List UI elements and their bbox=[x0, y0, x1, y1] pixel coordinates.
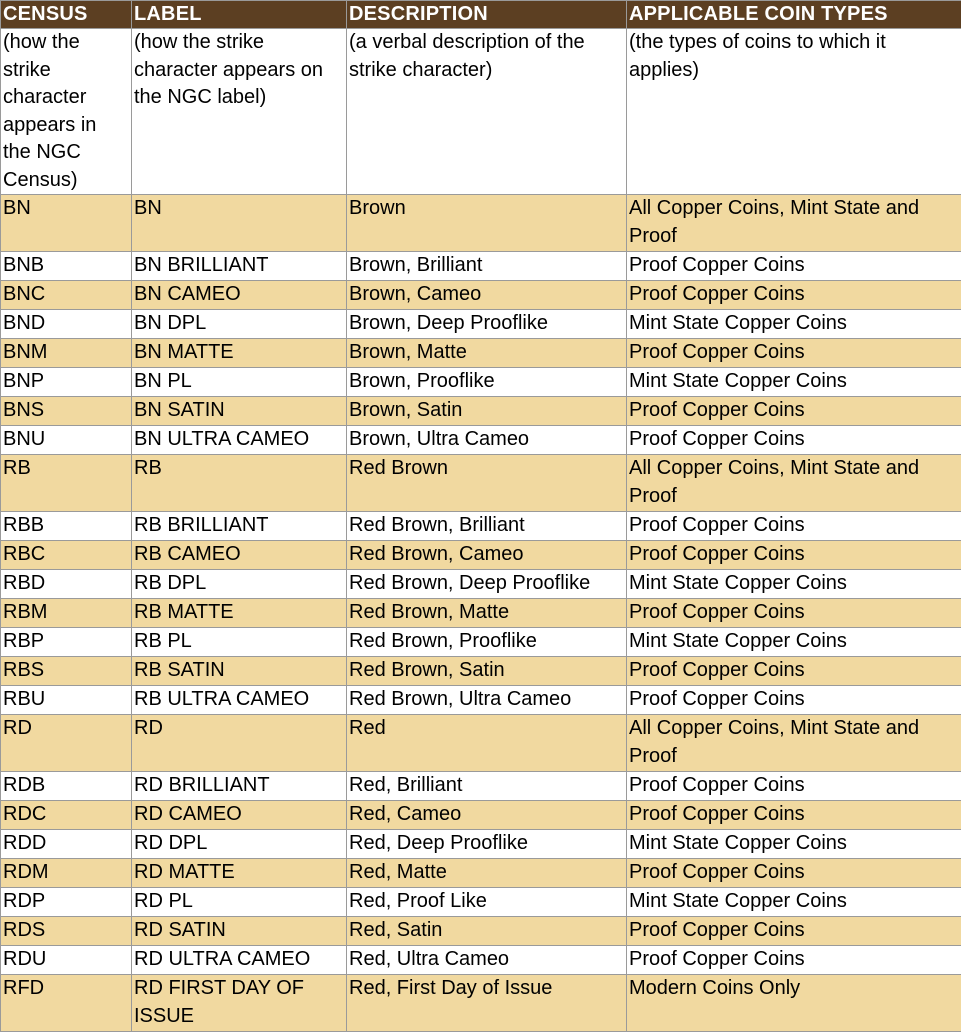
census-cell: RBD bbox=[1, 570, 132, 599]
description-cell: Brown, Satin bbox=[347, 397, 627, 426]
census-cell: RDC bbox=[1, 801, 132, 830]
label-cell: RD CAMEO bbox=[132, 801, 347, 830]
description-cell: Brown, Prooflike bbox=[347, 368, 627, 397]
header-label: LABEL bbox=[132, 1, 347, 29]
coin-types-cell: Modern Coins Only bbox=[627, 975, 961, 1032]
coin-types-cell: Proof Copper Coins bbox=[627, 512, 961, 541]
table-row bbox=[1, 917, 961, 946]
label-cell: RB DPL bbox=[132, 570, 347, 599]
table-row bbox=[1, 310, 961, 339]
description-cell: Red Brown, Satin bbox=[347, 657, 627, 686]
description-cell: Brown, Deep Prooflike bbox=[347, 310, 627, 339]
coin-types-cell: Proof Copper Coins bbox=[627, 772, 961, 801]
header-census: CENSUS bbox=[1, 1, 132, 29]
census-cell: RB bbox=[1, 455, 132, 512]
table-row bbox=[1, 426, 961, 455]
table-row bbox=[1, 397, 961, 426]
census-cell: RD bbox=[1, 715, 132, 772]
label-cell: RB CAMEO bbox=[132, 541, 347, 570]
census-cell: RDM bbox=[1, 859, 132, 888]
header-description: DESCRIPTION bbox=[347, 1, 627, 29]
coin-types-cell: Proof Copper Coins bbox=[627, 339, 961, 368]
table-row bbox=[1, 715, 961, 772]
census-cell: RBB bbox=[1, 512, 132, 541]
census-cell: RBC bbox=[1, 541, 132, 570]
label-cell: RD MATTE bbox=[132, 859, 347, 888]
description-cell: Red, Brilliant bbox=[347, 772, 627, 801]
description-cell: Red, Proof Like bbox=[347, 888, 627, 917]
table-row bbox=[1, 946, 961, 975]
subheader-label: (how the strike character appears on the NGC label) bbox=[132, 29, 347, 195]
table-header bbox=[1, 1, 961, 29]
census-cell: BNC bbox=[1, 281, 132, 310]
description-cell: Red Brown, Prooflike bbox=[347, 628, 627, 657]
description-cell: Brown bbox=[347, 195, 627, 252]
label-cell: RB BRILLIANT bbox=[132, 512, 347, 541]
coin-types-cell: Mint State Copper Coins bbox=[627, 570, 961, 599]
description-cell: Red, Cameo bbox=[347, 801, 627, 830]
table-body bbox=[1, 29, 961, 1032]
description-cell: Red bbox=[347, 715, 627, 772]
description-cell: Brown, Matte bbox=[347, 339, 627, 368]
coin-types-cell: Mint State Copper Coins bbox=[627, 368, 961, 397]
table-row bbox=[1, 830, 961, 859]
label-cell: BN MATTE bbox=[132, 339, 347, 368]
subheader-applicable-coin-types: (the types of coins to which it applies) bbox=[627, 29, 961, 195]
table-row bbox=[1, 859, 961, 888]
coin-types-cell: Mint State Copper Coins bbox=[627, 888, 961, 917]
table-row bbox=[1, 339, 961, 368]
subheader-row bbox=[1, 29, 961, 195]
census-cell: RDB bbox=[1, 772, 132, 801]
table-row bbox=[1, 888, 961, 917]
header-applicable-coin-types: APPLICABLE COIN TYPES bbox=[627, 1, 961, 29]
table-row bbox=[1, 368, 961, 397]
census-cell: RDU bbox=[1, 946, 132, 975]
coin-types-cell: Proof Copper Coins bbox=[627, 281, 961, 310]
table-row bbox=[1, 281, 961, 310]
description-cell: Red, Matte bbox=[347, 859, 627, 888]
label-cell: RB SATIN bbox=[132, 657, 347, 686]
coin-types-cell: Proof Copper Coins bbox=[627, 946, 961, 975]
table-row bbox=[1, 772, 961, 801]
subheader-description: (a verbal description of the strike character) bbox=[347, 29, 627, 195]
coin-types-cell: Proof Copper Coins bbox=[627, 397, 961, 426]
label-cell: BN SATIN bbox=[132, 397, 347, 426]
label-cell: RB MATTE bbox=[132, 599, 347, 628]
description-cell: Red Brown, Ultra Cameo bbox=[347, 686, 627, 715]
census-cell: RDS bbox=[1, 917, 132, 946]
description-cell: Brown, Cameo bbox=[347, 281, 627, 310]
label-cell: RD PL bbox=[132, 888, 347, 917]
coin-types-cell: All Copper Coins, Mint State and Proof bbox=[627, 715, 961, 772]
label-cell: BN CAMEO bbox=[132, 281, 347, 310]
label-cell: BN BRILLIANT bbox=[132, 252, 347, 281]
coin-types-cell: Proof Copper Coins bbox=[627, 252, 961, 281]
census-cell: RDD bbox=[1, 830, 132, 859]
table-row bbox=[1, 801, 961, 830]
coin-types-cell: Proof Copper Coins bbox=[627, 686, 961, 715]
label-cell: RB PL bbox=[132, 628, 347, 657]
coin-types-cell: All Copper Coins, Mint State and Proof bbox=[627, 455, 961, 512]
census-cell: RBS bbox=[1, 657, 132, 686]
census-cell: BNB bbox=[1, 252, 132, 281]
census-cell: BNU bbox=[1, 426, 132, 455]
table-row bbox=[1, 657, 961, 686]
census-cell: RDP bbox=[1, 888, 132, 917]
table-row bbox=[1, 512, 961, 541]
coin-types-cell: Proof Copper Coins bbox=[627, 541, 961, 570]
census-cell: RFD bbox=[1, 975, 132, 1032]
label-cell: RD FIRST DAY OF ISSUE bbox=[132, 975, 347, 1032]
coin-types-cell: Proof Copper Coins bbox=[627, 917, 961, 946]
coin-types-cell: Mint State Copper Coins bbox=[627, 830, 961, 859]
table-row bbox=[1, 975, 961, 1032]
coin-types-cell: Proof Copper Coins bbox=[627, 657, 961, 686]
description-cell: Red, First Day of Issue bbox=[347, 975, 627, 1032]
table-row bbox=[1, 686, 961, 715]
coin-types-cell: Proof Copper Coins bbox=[627, 859, 961, 888]
description-cell: Red Brown, Cameo bbox=[347, 541, 627, 570]
label-cell: RD BRILLIANT bbox=[132, 772, 347, 801]
label-cell: RD SATIN bbox=[132, 917, 347, 946]
coin-types-cell: Proof Copper Coins bbox=[627, 426, 961, 455]
description-cell: Red, Satin bbox=[347, 917, 627, 946]
census-cell: BNM bbox=[1, 339, 132, 368]
description-cell: Red Brown, Brilliant bbox=[347, 512, 627, 541]
table-row bbox=[1, 541, 961, 570]
description-cell: Red Brown, Matte bbox=[347, 599, 627, 628]
coin-types-cell: All Copper Coins, Mint State and Proof bbox=[627, 195, 961, 252]
label-cell: BN DPL bbox=[132, 310, 347, 339]
label-cell: RB bbox=[132, 455, 347, 512]
census-cell: BNS bbox=[1, 397, 132, 426]
coin-types-cell: Proof Copper Coins bbox=[627, 599, 961, 628]
census-cell: BNP bbox=[1, 368, 132, 397]
table-row bbox=[1, 252, 961, 281]
coin-types-cell: Mint State Copper Coins bbox=[627, 310, 961, 339]
subheader-census: (how the strike character appears in the NGC Census) bbox=[1, 29, 132, 195]
table-row bbox=[1, 195, 961, 252]
coin-types-cell: Mint State Copper Coins bbox=[627, 628, 961, 657]
label-cell: RD ULTRA CAMEO bbox=[132, 946, 347, 975]
table-row bbox=[1, 570, 961, 599]
description-cell: Brown, Ultra Cameo bbox=[347, 426, 627, 455]
label-cell: BN bbox=[132, 195, 347, 252]
census-cell: RBP bbox=[1, 628, 132, 657]
description-cell: Brown, Brilliant bbox=[347, 252, 627, 281]
table-row bbox=[1, 599, 961, 628]
table-row bbox=[1, 455, 961, 512]
census-cell: BND bbox=[1, 310, 132, 339]
label-cell: BN ULTRA CAMEO bbox=[132, 426, 347, 455]
description-cell: Red Brown bbox=[347, 455, 627, 512]
label-cell: RB ULTRA CAMEO bbox=[132, 686, 347, 715]
label-cell: RD bbox=[132, 715, 347, 772]
census-cell: BN bbox=[1, 195, 132, 252]
census-cell: RBU bbox=[1, 686, 132, 715]
label-cell: BN PL bbox=[132, 368, 347, 397]
label-cell: RD DPL bbox=[132, 830, 347, 859]
table-row bbox=[1, 628, 961, 657]
description-cell: Red Brown, Deep Prooflike bbox=[347, 570, 627, 599]
census-cell: RBM bbox=[1, 599, 132, 628]
header-row bbox=[1, 1, 961, 29]
description-cell: Red, Ultra Cameo bbox=[347, 946, 627, 975]
description-cell: Red, Deep Prooflike bbox=[347, 830, 627, 859]
coin-types-cell: Proof Copper Coins bbox=[627, 801, 961, 830]
